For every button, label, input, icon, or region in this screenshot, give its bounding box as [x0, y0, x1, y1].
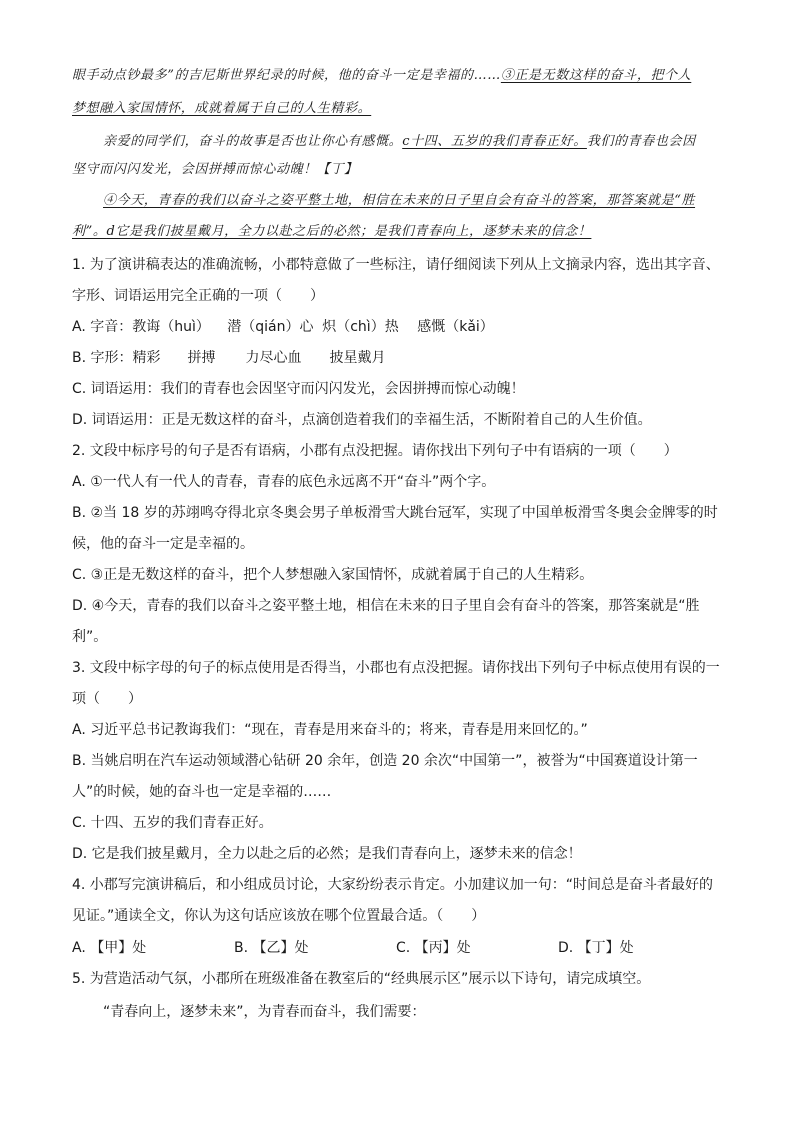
q5-stem: 5. 为营造活动气氛，小郡所在班级准备在教室后的“经典展示区”展示以下诗句，请完成填空。 [72, 971, 651, 987]
passage-text: 我们的青春也会因 [586, 134, 696, 149]
option-label: B. 字形： [72, 350, 133, 366]
passage-underlined-sentence-c: c十四、五岁的我们青春正好。 [402, 134, 587, 149]
q1-option-c[interactable]: C. 词语运用：我们的青春也会因坚守而闪闪发光，会因拼搏而惊心动魄！ [72, 381, 525, 397]
word-item: 拼搏 [187, 350, 216, 366]
q2-option-b-line-1[interactable]: B. ②当 18 岁的苏翊鸣夺得北京冬奥会男子单板滑雪大跳台冠军，实现了中国单板滑雪冬奥会金牌零的时 [72, 505, 718, 521]
q4-options [72, 938, 634, 958]
passage-underlined-sentence-3-cont: 梦想融入家国情怀，成就着属于自己的人生精彩。 [72, 101, 372, 116]
q5-line-2: “青春向上，逐梦未来”，为青春而奋斗，我们需要： [103, 1004, 426, 1020]
passage-underlined-sentence-4: ④今天，青春的我们以奋斗之姿平整土地，相信在未来的日子里自会有奋斗的答案，那答案就是“胜 [103, 193, 696, 208]
q1-stem-line-2: 字形、词语运用完全正确的一项（ ） [72, 288, 324, 304]
q2-option-a[interactable]: A. ①一代人有一代人的青春，青春的底色永远离不开“奋斗”两个字。 [72, 474, 496, 490]
q3-option-b-line-1[interactable]: B. 当姚启明在汽车运动领域潜心钻研 20 余年，创造 20 余次“中国第一”，被誉为“中国赛道设计第一 [72, 753, 698, 769]
passage-line-2 [72, 99, 371, 119]
q3-option-d[interactable]: D. 它是我们披星戴月，全力以赴之后的必然；是我们青春向上，逐梦未来的信念！ [72, 846, 582, 862]
word-item: 力尽心血 [245, 350, 302, 366]
q1-option-a[interactable] [72, 317, 494, 337]
q1-option-d[interactable]: D. 词语运用：正是无数这样的奋斗，点滴创造着我们的幸福生活，不断附着自己的人生价值。 [72, 412, 652, 428]
q3-option-b-line-2[interactable]: 人”的时候，她的奋斗也一定是幸福的…… [72, 784, 332, 800]
q2-option-c[interactable]: C. ③正是无数这样的奋斗，把个人梦想融入家国情怀，成就着属于自己的人生精彩。 [72, 567, 594, 583]
word-item: 炽（chì）热 [322, 319, 399, 335]
passage-line-3 [103, 132, 696, 152]
passage-text: 亲爱的同学们，奋斗的故事是否也让你心有感慨。 [103, 134, 403, 149]
q4-option-b[interactable]: B. 【乙】处 [234, 940, 309, 956]
passage-line-5 [103, 191, 695, 211]
q3-stem-line-2: 项（ ） [72, 691, 142, 707]
passage-underlined-sentence-4-cont: 利”。 [72, 224, 107, 239]
q4-stem-line-1: 4. 小郡写完演讲稿后，和小组成员讨论，大家纷纷表示肯定。小加建议加一句：“时间总是奋斗者最好的 [72, 877, 714, 893]
word-item: 潜（qián）心 [227, 319, 314, 335]
q4-option-a[interactable]: A. 【甲】处 [72, 940, 147, 956]
q1-option-b[interactable] [72, 348, 386, 368]
passage-line-4 [72, 160, 358, 180]
word-item: 教诲（huì） [132, 319, 210, 335]
q3-stem-line-1: 3. 文段中标字母的句子的标点使用是否得当，小郡也有点没把握。请你找出下列句子中标点使用有误的一 [72, 660, 720, 676]
q4-option-c[interactable]: C. 【丙】处 [396, 940, 471, 956]
passage-line-6 [72, 222, 591, 242]
option-label: A. 字音： [72, 319, 133, 335]
q4-stem-line-2: 见证。”通读全文，你认为这句话应该放在哪个位置最合适。（ ） [72, 908, 486, 924]
passage-underlined-sentence-3: ③正是无数这样的奋斗，把个人 [500, 68, 692, 83]
q2-option-d-line-1[interactable]: D. ④今天，青春的我们以奋斗之姿平整土地，相信在未来的日子里自会有奋斗的答案，那答案就是“胜 [72, 598, 700, 614]
passage-line-1 [72, 66, 691, 86]
q3-option-a[interactable]: A. 习近平总书记教诲我们：“现在，青春是用来奋斗的；将来，青春是用来回忆的。” [72, 722, 588, 738]
q3-option-c[interactable]: C. 十四、五岁的我们青春正好。 [72, 815, 273, 831]
word-item: 精彩 [132, 350, 161, 366]
word-item: 感慨（kǎi） [417, 319, 494, 335]
q2-option-d-line-2[interactable]: 利”。 [72, 629, 108, 645]
q2-option-b-line-2[interactable]: 候，他的奋斗一定是幸福的。 [72, 536, 254, 552]
q1-stem-line-1: 1. 为了演讲稿表达的准确流畅，小郡特意做了一些标注，请仔细阅读下列从上文摘录内容，选出其字音、 [72, 257, 720, 273]
q2-stem: 2. 文段中标序号的句子是否有语病，小郡有点没把握。请你找出下列句子中有语病的一项（ ） [72, 443, 678, 459]
passage-underlined-sentence-d: d它是我们披星戴月，全力以赴之后的必然；是我们青春向上，逐梦未来的信念！ [106, 224, 592, 239]
q4-option-d[interactable]: D. 【丁】处 [558, 940, 634, 956]
passage-text: 眼手动点钞最多”的吉尼斯世界纪录的时候，他的奋斗一定是幸福的…… [72, 68, 501, 83]
word-item: 披星戴月 [329, 350, 386, 366]
passage-text: 坚守而闪闪发光，会因拼搏而惊心动魄！【丁】 [72, 162, 358, 177]
